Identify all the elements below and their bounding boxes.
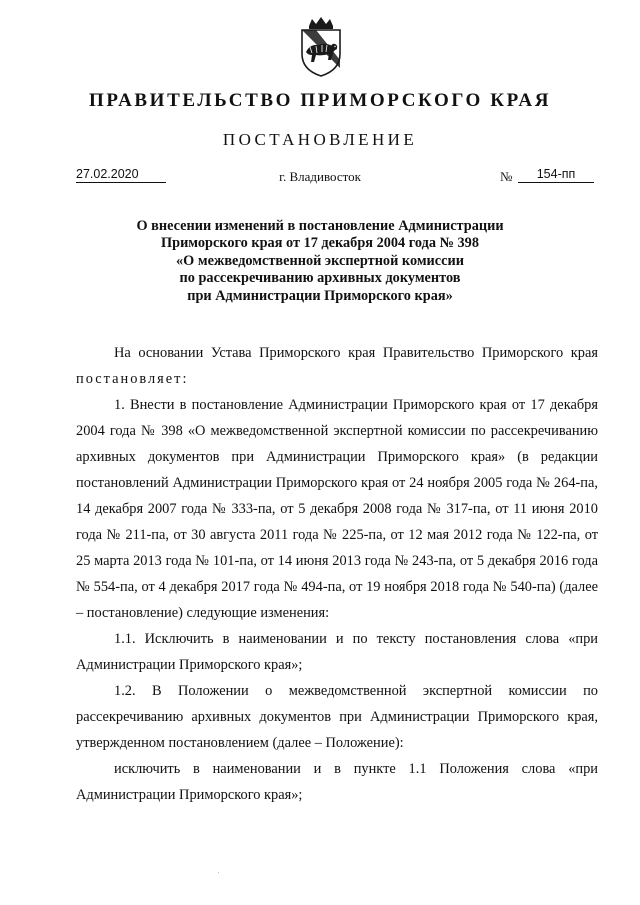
number-sign: № xyxy=(500,169,513,184)
decree-subject xyxy=(0,218,640,305)
subject-line: по рассекречиванию архивных документов xyxy=(179,270,461,287)
intro-text: На основании Устава Приморского края Правительство Приморского края xyxy=(114,345,598,361)
paragraph-1-1: 1.1. Исключить в наименовании и по тексту постановления слова «при Администрации Приморского края»; xyxy=(76,631,598,673)
meta-row xyxy=(0,167,640,191)
subject-line: «О межведомственной экспертной комиссии xyxy=(176,252,464,269)
decree-body xyxy=(76,340,598,808)
paragraph-intro xyxy=(76,340,598,392)
decree-number: 154-пп xyxy=(518,167,594,183)
decree-city: г. Владивосток xyxy=(279,169,361,184)
decree-date: 27.02.2020 xyxy=(76,167,166,183)
subject-line: при Администрации Приморского края» xyxy=(187,287,453,304)
government-title: ПРАВИТЕЛЬСТВО ПРИМОРСКОГО КРАЯ xyxy=(88,90,552,111)
document-type: ПОСТАНОВЛЕНИЕ xyxy=(222,130,418,149)
paragraph-1-2-a: исключить в наименовании и в пункте 1.1 Положения слова «при Администрации Приморского края»; xyxy=(76,761,598,803)
paragraph-1-2: 1.2. В Положении о межведомственной экспертной комиссии по рассекречиванию архивных документов при Администрации Приморского края, утвержденном постановлением (далее – Положение): xyxy=(76,683,598,751)
intro-resolves: постановляет: xyxy=(76,371,189,387)
coat-of-arms-icon xyxy=(296,16,346,78)
subject-line: Приморского края от 17 декабря 2004 года № 398 xyxy=(161,235,479,252)
subject-line: О внесении изменений в постановление Администрации xyxy=(136,218,504,234)
scan-speck xyxy=(218,872,219,873)
paragraph-1: 1. Внести в постановление Администрации Приморского края от 17 декабря 2004 года № 398 «О межведомственной экспертной комиссии по рассекречиванию архивных документов при Администрации Приморского края» (в редакции постановлений Администрации Приморского края от 24 ноября 2005 года № 264-па, 14 декабря 2007 года № 333-па, от 5 декабря 2008 года № 317-па, от 11 июня 2010 года № 211-па, от 30 августа 2011 года № 225-па, от 12 мая 2012 года № 122-па, от 25 марта 2013 года № 101-па, от 14 июня 2013 года № 243-па, от 5 декабря 2016 года № 554-па, от 4 декабря 2017 года № 494-па, от 19 ноября 2018 года № 540-па) (далее – постановление) следующие изменения: xyxy=(76,397,598,621)
